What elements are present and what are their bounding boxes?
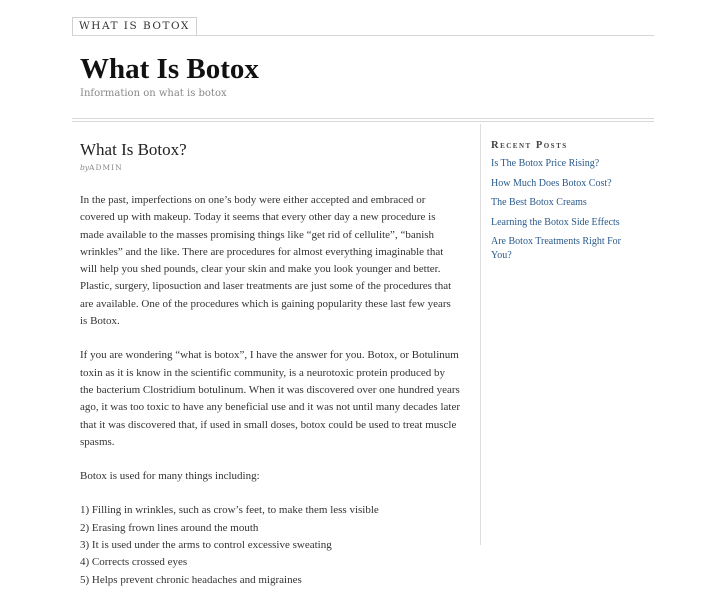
- recent-post-link-cost[interactable]: How Much Does Botox Cost?: [491, 177, 612, 189]
- post-author[interactable]: ADMIN: [89, 163, 123, 172]
- post-paragraph: If you are wondering “what is botox”, I have the answer for you. Botox, or Botulinum toxin as it is know in the scientific community, is a neurotoxic protein produced by the bacterium Clostridium botulinum. When it was discovered over one hundred years ago, it was too toxic to have any beneficial use and it was not until many decades later that it was discovered that, if used in small doses, botox could be used to treat muscle spasms.: [80, 349, 460, 448]
- recent-posts-list: [491, 157, 641, 262]
- post-list-item: 5) Helps prevent chronic headaches and migraines: [80, 573, 302, 586]
- recent-post-link-treatments[interactable]: Are Botox Treatments Right For You?: [491, 236, 622, 261]
- post-article: [80, 140, 460, 589]
- recent-post-link-price[interactable]: Is The Botox Price Rising?: [491, 158, 600, 169]
- post-list-item: 2) Erasing frown lines around the mouth: [80, 521, 259, 534]
- header-divider-top: [72, 118, 654, 119]
- byline-prefix: by: [80, 163, 90, 172]
- recent-post-link-side-effects[interactable]: Learning the Botox Side Effects: [491, 216, 620, 228]
- header-divider-bottom: [72, 121, 654, 122]
- recent-post-item: [491, 216, 641, 230]
- column-divider: [480, 124, 481, 545]
- recent-post-item: [491, 157, 641, 171]
- recent-post-link-creams[interactable]: The Best Botox Creams: [491, 197, 587, 208]
- recent-posts-heading: Recent Posts: [491, 140, 568, 151]
- site-description: Information on what is botox: [80, 88, 227, 99]
- post-paragraph: In the past, imperfections on one’s body were either accepted and embraced or covered up with makeup. Today it seems that every other day a new procedure is made available to the masses promising things like “get rid of cellulite”, “banish wrinkles” and the like. There are procedures for almost everything imaginable that will help you shed pounds, clear your skin and make you look younger and better. Plastic, surgery, liposuction and laser treatments are just some of the procedures that are available. One of the procedures which is gaining popularity these last few years is Botox.: [80, 194, 452, 328]
- recent-post-item: [491, 196, 641, 210]
- recent-post-item: [491, 177, 641, 191]
- post-paragraph: Botox is used for many things including:: [80, 470, 260, 483]
- post-title[interactable]: What Is Botox?: [80, 140, 187, 159]
- recent-post-item: [491, 235, 641, 262]
- post-list-item: 1) Filling in wrinkles, such as crow’s feet, to make them less visible: [80, 504, 379, 517]
- nav-divider: [72, 35, 654, 36]
- site-title[interactable]: What Is Botox: [80, 53, 259, 85]
- sidebar: [491, 140, 641, 268]
- post-byline: [80, 163, 460, 172]
- post-list-item: 3) It is used under the arms to control excessive sweating: [80, 539, 332, 552]
- post-body: [80, 192, 460, 589]
- post-list-item: 4) Corrects crossed eyes: [80, 556, 188, 569]
- nav-tab-home[interactable]: WHAT IS BOTOX: [72, 17, 197, 35]
